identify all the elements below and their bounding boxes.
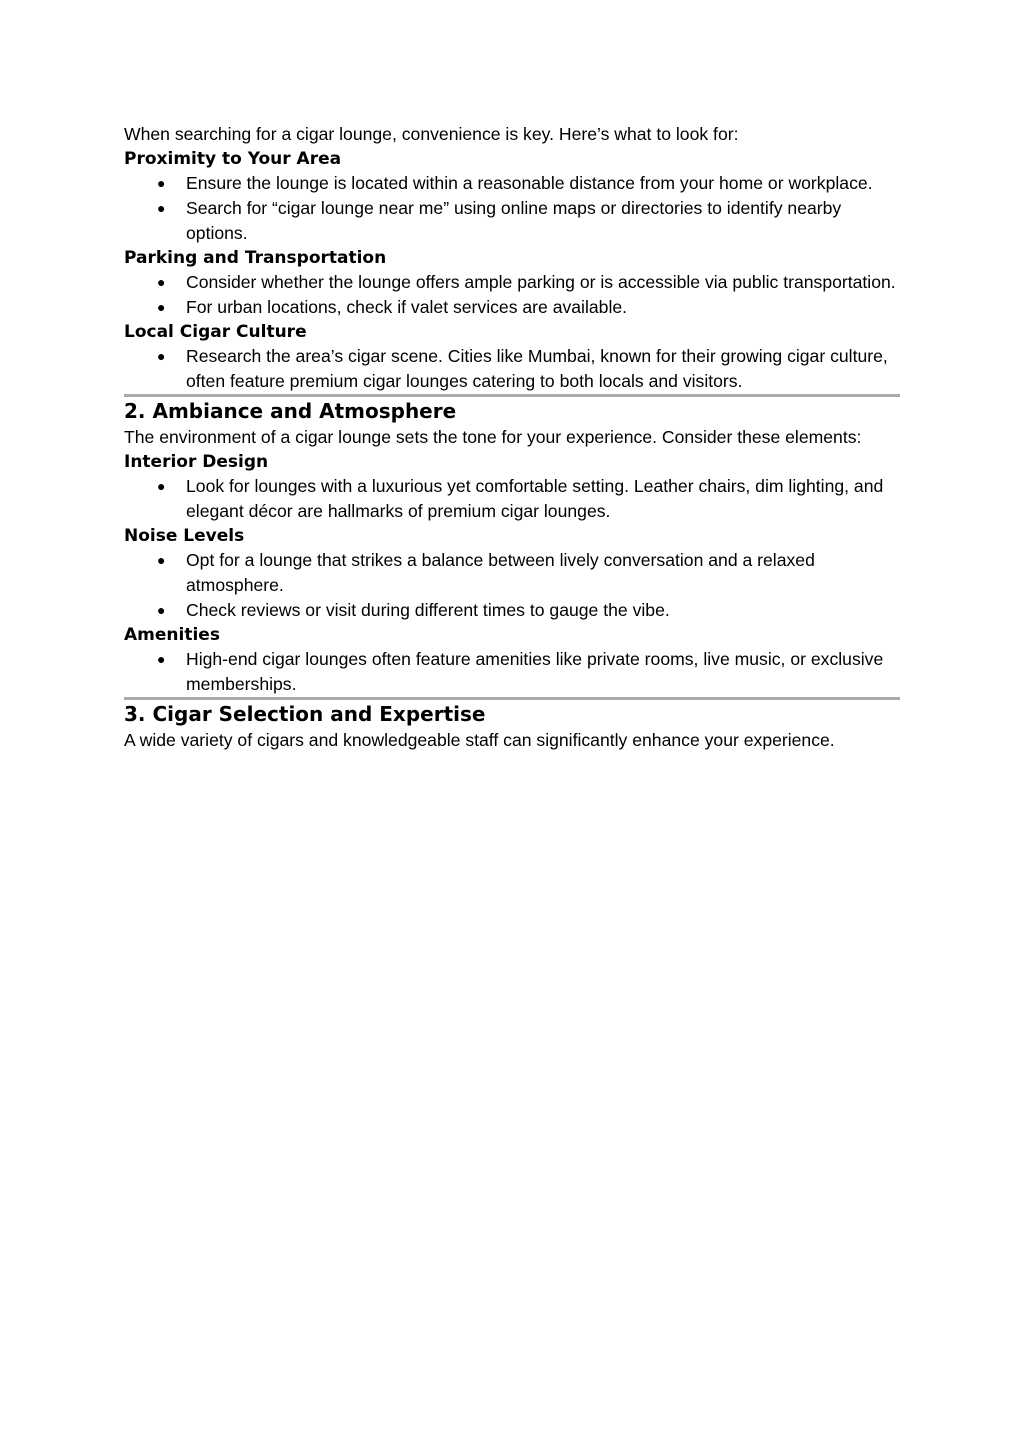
culture-list: [124, 344, 900, 394]
bullet-icon: ●: [157, 478, 166, 494]
bullet-icon: ●: [157, 651, 166, 667]
section-2-heading: 2. Ambiance and Atmosphere: [124, 399, 457, 423]
list-item: ● Opt for a lounge that strikes a balance between lively conversation and a relaxed atmosphere.: [157, 550, 815, 595]
list-item: ● Research the area’s cigar scene. Cities like Mumbai, known for their growing cigar culture, often feature premium cigar lounges catering to both locals and visitors.: [157, 346, 888, 391]
list-item: ● Search for “cigar lounge near me” using online maps or directories to identify nearby options.: [157, 198, 842, 243]
section-3-intro: A wide variety of cigars and knowledgeable staff can significantly enhance your experience.: [124, 730, 835, 750]
bullet-icon: ●: [157, 552, 166, 568]
bullet-icon: ●: [157, 200, 166, 216]
amenities-heading: Amenities: [124, 625, 220, 645]
bullet-icon: ●: [157, 274, 166, 290]
bullet-icon: ●: [157, 175, 166, 191]
proximity-list: [124, 171, 900, 246]
list-item: ● Look for lounges with a luxurious yet comfortable setting. Leather chairs, dim lighting, and elegant décor are hallmarks of premium cigar lounges.: [157, 476, 884, 521]
bullet-icon: ●: [157, 348, 166, 364]
section-3-heading: 3. Cigar Selection and Expertise: [124, 702, 486, 726]
list-item: ● Check reviews or visit during different times to gauge the vibe.: [124, 598, 900, 623]
noise-list: [124, 548, 900, 623]
noise-heading: Noise Levels: [124, 526, 245, 546]
section-2-intro: The environment of a cigar lounge sets the tone for your experience. Consider these elements:: [124, 427, 862, 447]
parking-heading: Parking and Transportation: [124, 248, 387, 268]
culture-heading: Local Cigar Culture: [124, 322, 307, 342]
list-item: ● High-end cigar lounges often feature amenities like private rooms, live music, or exclusive memberships.: [157, 649, 884, 694]
interior-heading: Interior Design: [124, 452, 269, 472]
interior-list: [124, 474, 900, 524]
list-item: ● Consider whether the lounge offers ample parking or is accessible via public transportation.: [124, 270, 900, 295]
intro-paragraph: When searching for a cigar lounge, convenience is key. Here’s what to look for:: [124, 124, 739, 144]
bullet-icon: ●: [157, 602, 166, 618]
document-page: [124, 122, 900, 753]
list-item: ● Ensure the lounge is located within a reasonable distance from your home or workplace.: [124, 171, 900, 196]
bullet-icon: ●: [157, 299, 166, 315]
amenities-list: [124, 647, 900, 697]
proximity-heading: Proximity to Your Area: [124, 149, 342, 169]
list-item: ● For urban locations, check if valet services are available.: [124, 295, 900, 320]
parking-list: [124, 270, 900, 320]
